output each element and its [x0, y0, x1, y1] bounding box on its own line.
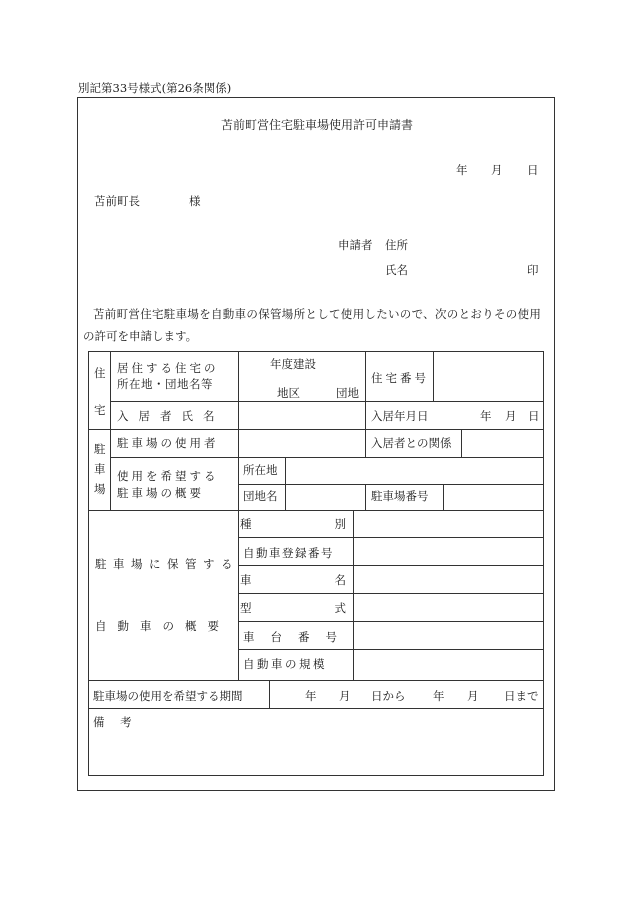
vehicle-row-name-label: [240, 567, 346, 593]
addressee-name: 苫前町長: [94, 194, 140, 208]
form-id: 別記第33号様式(第26条関係): [78, 81, 232, 95]
addressee-honorific: 様: [189, 194, 201, 208]
housing-group-label-bottom: 宅: [94, 403, 106, 417]
parking-complex-name-label: 団地名: [243, 489, 278, 503]
parking-group-label-1: 駐: [94, 442, 106, 456]
vehicle-row-type-char1: 種: [240, 516, 252, 531]
vehicle-row-model-char1: 型: [240, 600, 252, 615]
period-label: 駐車場の使用を希望する期間: [93, 689, 243, 703]
vehicle-row-type-label: [240, 511, 346, 537]
resident-name-label: 入居者氏名: [117, 409, 225, 423]
applicant-label: 申請者: [338, 238, 373, 252]
period-from-month: 月: [339, 689, 351, 703]
move-in-year: 年: [480, 409, 492, 423]
move-in-date-label: 入居年月日: [371, 409, 429, 423]
move-in-month: 月: [505, 409, 517, 423]
district-label: 地区: [277, 386, 300, 400]
built-year-label: 年度建設: [270, 357, 316, 371]
parking-group-label-2: 車: [94, 462, 106, 476]
parking-group-label-3: 場: [94, 482, 106, 496]
date-day-label: 日: [527, 163, 539, 177]
vehicle-row-model-label: [240, 595, 346, 621]
period-from-year: 年: [305, 689, 317, 703]
period-from-suffix: 日から: [371, 689, 406, 703]
applicant-name-label: 氏名: [385, 263, 408, 277]
parking-space-number-label: 駐車場番号: [371, 489, 429, 503]
body-text-line1: 苫前町営住宅駐車場を自動車の保管場所として使用したいので、次のとおりその使用: [93, 307, 542, 321]
complex-label: 団地: [336, 386, 359, 400]
period-to-suffix: 日まで: [504, 689, 539, 703]
vehicle-row-name-char2: 名: [334, 572, 346, 587]
house-number-label: 住宅番号: [371, 371, 429, 385]
desired-parking-label-2: 駐車場の概要: [117, 486, 204, 500]
period-to-month: 月: [467, 689, 479, 703]
seal-mark: 印: [527, 263, 539, 277]
vehicle-row-name-char1: 車: [240, 572, 252, 587]
vehicle-row-size-label: 自動車の規模: [243, 657, 327, 671]
housing-group-label-top: 住: [94, 366, 106, 380]
date-month-label: 月: [491, 163, 503, 177]
parking-user-label: 駐車場の使用者: [117, 436, 219, 450]
vehicle-row-type-char2: 別: [334, 516, 346, 531]
move-in-day: 日: [528, 409, 540, 423]
housing-location-label-2: 所在地・団地名等: [117, 377, 213, 391]
housing-location-label-1: 居住する住宅の: [117, 361, 219, 375]
parking-location-label: 所在地: [243, 463, 278, 477]
vehicle-row-model-char2: 式: [334, 600, 346, 615]
body-text-line2: の許可を申請します。: [83, 329, 198, 343]
vehicle-row-chassis-label: 車台番号: [243, 630, 353, 644]
date-year-label: 年: [456, 163, 468, 177]
vehicle-row-registration-label: 自動車登録番号: [243, 546, 334, 560]
relation-label: 入居者との関係: [371, 436, 452, 450]
period-to-year: 年: [433, 689, 445, 703]
applicant-address-label: 住所: [385, 238, 408, 252]
remarks-label: 備 考: [93, 715, 138, 729]
vehicle-group-label-1: 駐車場に保管する: [95, 557, 239, 571]
desired-parking-label-1: 使用を希望する: [117, 469, 219, 483]
form-title: 苫前町営住宅駐車場使用許可申請書: [221, 118, 414, 132]
vehicle-group-label-2: 自動車の概要: [95, 619, 230, 633]
